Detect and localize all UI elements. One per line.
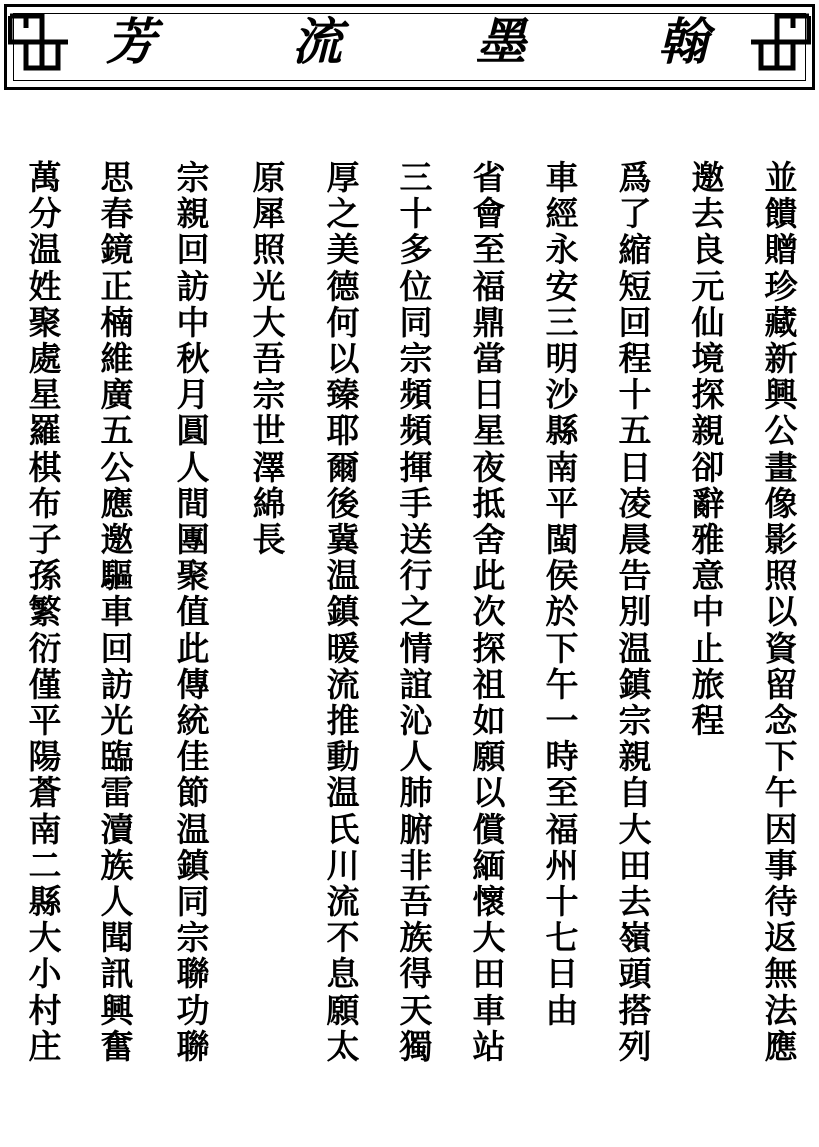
title-char-4: 翰 xyxy=(658,12,708,71)
text-column-10: 思春鏡正楠維廣五公應邀驅車回訪光臨雷瀆族人聞訊興奮 xyxy=(100,158,134,1066)
text-column-8: 原犀照光大吾宗世澤綿長 xyxy=(252,158,286,560)
text-column-5: 省會至福鼎當日星夜抵舍此次探祖如願以償緬懷大田車站 xyxy=(472,158,506,1066)
text-column-4: 車經永安三明沙縣南平閩侯於下午一時至福州十七日由 xyxy=(545,158,579,1030)
text-column-9: 宗親回訪中秋月圓人間團聚值此傳統佳節温鎮同宗聯功聯 xyxy=(176,158,210,1066)
text-column-2: 邀去良元仙境探親卻辭雅意中止旅程 xyxy=(691,158,725,741)
title-char-2: 流 xyxy=(292,12,342,71)
title-char-3: 墨 xyxy=(476,12,526,71)
text-column-1: 並饋贈珍藏新興公畫像影照以資留念下午因事待返無法應 xyxy=(764,158,798,1066)
left-fret-ornament-icon xyxy=(8,6,70,76)
right-fret-ornament-icon xyxy=(749,6,811,76)
text-column-11: 萬分温姓聚處星羅棋布子孫繁衍僅平陽蒼南二縣大小村庄 xyxy=(28,158,62,1066)
text-column-7: 厚之美德何以臻耶爾後冀温鎮暖流推動温氏川流不息願太 xyxy=(326,158,360,1066)
text-column-6: 三十多位同宗頻頻揮手送行之情誼沁人肺腑非吾族得天獨 xyxy=(399,158,433,1066)
text-column-3: 爲了縮短回程十五日凌晨告別温鎮宗親自大田去嶺頭搭列 xyxy=(618,158,652,1066)
title-char-1: 芳 xyxy=(106,12,156,71)
